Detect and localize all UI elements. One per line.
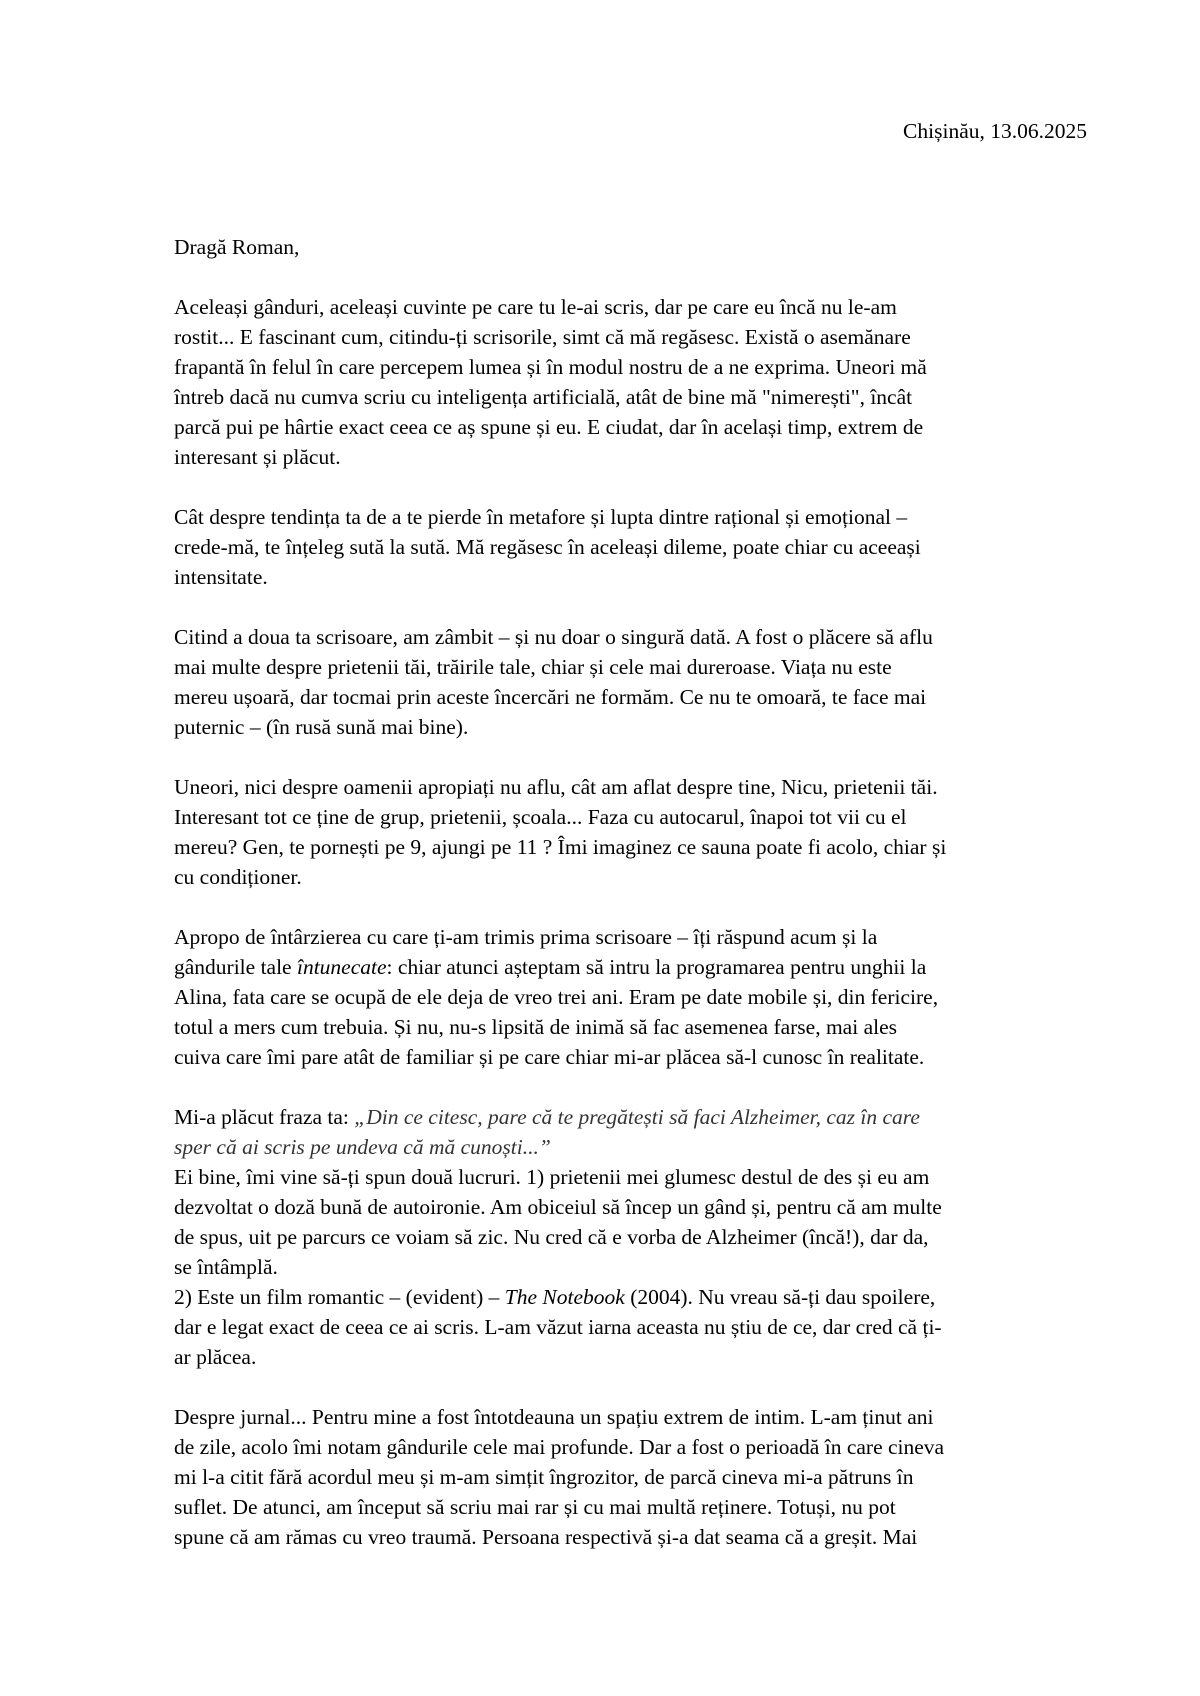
paragraph-5 — [174, 922, 1094, 1072]
text-line: Uneori, nici despre oamenii apropiați nu aflu, cât am aflat despre tine, Nicu, prietenii tăi. — [174, 775, 938, 799]
text-line: Aceleași gânduri, aceleași cuvinte pe care tu le-ai scris, dar pe care eu încă nu le-am — [174, 295, 897, 319]
paragraph-2 — [174, 502, 1094, 592]
text-line: Alina, fata care se ocupă de ele deja de vreo trei ani. Eram pe date mobile și, din fericire, — [174, 985, 939, 1009]
text-line: ar plăcea. — [174, 1345, 257, 1369]
text-line: spune că am rămas cu vreo traumă. Persoana respectivă și-a dat seama că a greșit. Mai — [174, 1525, 918, 1549]
text-line — [174, 1282, 1094, 1312]
text-line: intensitate. — [174, 565, 268, 589]
text-line: mi l-a citit fără acordul meu și m-am simțit îngrozitor, de parcă cineva mi-a pătruns în — [174, 1465, 914, 1489]
text-segment: (2004). Nu vreau să-ți dau spoilere, — [624, 1285, 936, 1309]
text-line: dar e legat exact de ceea ce ai scris. L-am văzut iarna aceasta nu știu de ce, dar cred că ți- — [174, 1315, 942, 1339]
text-line: Despre jurnal... Pentru mine a fost întotdeauna un spațiu extrem de intim. L-am ținut ani — [174, 1405, 934, 1429]
text-line: cu condiționer. — [174, 865, 302, 889]
paragraph-6 — [174, 1102, 1094, 1372]
text-segment: Mi-a plăcut fraza ta: — [174, 1105, 355, 1129]
italic-word: întunecate — [296, 955, 387, 979]
text-line: puternic – (în rusă sună mai bine). — [174, 715, 469, 739]
text-line: mereu? Gen, te pornești pe 9, ajungi pe 11 ? Îmi imaginez ce sauna poate fi acolo, chiar și — [174, 835, 947, 859]
text-line: crede-mă, te înțeleg sută la sută. Mă regăsesc în aceleași dileme, poate chiar cu aceeași — [174, 535, 921, 559]
text-line: parcă pui pe hârtie exact ceea ce aș spune și eu. E ciudat, dar în același timp, extrem de — [174, 415, 924, 439]
quoted-phrase: sper că ai scris pe undeva că mă cunoști...” — [174, 1135, 551, 1159]
text-line: cuiva care îmi pare atât de familiar și pe care chiar mi-ar plăcea să-l cunosc în realitate. — [174, 1045, 925, 1069]
text-segment: gândurile tale — [174, 955, 297, 979]
text-line: se întâmplă. — [174, 1255, 278, 1279]
salutation: Dragă Roman, — [174, 235, 300, 259]
paragraph-7 — [174, 1402, 1094, 1552]
text-line: Interesant tot ce ține de grup, prietenii, școala... Faza cu autocarul, înapoi tot vii cu el — [174, 805, 907, 829]
text-line: dezvoltat o doză bună de autoironie. Am obiceiul să încep un gând și, pentru că am multe — [174, 1195, 942, 1219]
letter-date: Chișinău, 13.06.2025 — [903, 119, 1087, 143]
text-line: Apropo de întârzierea cu care ți-am trimis prima scrisoare – îți răspund acum și la — [174, 925, 878, 949]
text-line: Ei bine, îmi vine să-ți spun două lucruri. 1) prietenii mei glumesc destul de des și eu am — [174, 1165, 930, 1189]
text-line: interesant și plăcut. — [174, 445, 341, 469]
quoted-phrase: „Din ce citesc, pare că te pregătești să faci Alzheimer, caz în care — [354, 1105, 920, 1129]
film-title: The Notebook — [504, 1285, 625, 1309]
text-line: rostit... E fascinant cum, citindu-ți scrisorile, simt că mă regăsesc. Există o asemănare — [174, 325, 911, 349]
paragraph-4 — [174, 772, 1094, 892]
text-line: totul a mers cum trebuia. Și nu, nu-s lipsită de inimă să fac asemenea farse, mai ales — [174, 1015, 898, 1039]
text-line: frapantă în felul în care percepem lumea și în modul nostru de a ne exprima. Uneori mă — [174, 355, 927, 379]
letter-body — [174, 232, 1094, 1552]
text-segment: : chiar atunci așteptam să intru la programarea pentru unghii la — [386, 955, 927, 979]
text-line: Cât despre tendința ta de a te pierde în metafore și lupta dintre rațional și emoțional – — [174, 505, 908, 529]
text-line: mai multe despre prietenii tăi, trăirile tale, chiar și cele mai dureroase. Viața nu este — [174, 655, 892, 679]
text-line — [174, 1102, 1094, 1132]
paragraph-1 — [174, 292, 1094, 472]
text-line: de zile, acolo îmi notam gândurile cele mai profunde. Dar a fost o perioadă în care cineva — [174, 1435, 945, 1459]
text-line: întreb dacă nu cumva scriu cu inteligența artificială, atât de bine mă "nimerești", încât — [174, 385, 913, 409]
paragraph-3 — [174, 622, 1094, 742]
text-line — [174, 952, 1094, 982]
text-line: de spus, uit pe parcurs ce voiam să zic. Nu cred că e vorba de Alzheimer (încă!), dar da, — [174, 1225, 929, 1249]
text-line: suflet. De atunci, am început să scriu mai rar și cu mai multă reținere. Totuși, nu pot — [174, 1495, 896, 1519]
text-line: mereu ușoară, dar tocmai prin aceste încercări ne formăm. Ce nu te omoară, te face mai — [174, 685, 927, 709]
text-segment: 2) Este un film romantic – (evident) – — [174, 1285, 505, 1309]
text-line: Citind a doua ta scrisoare, am zâmbit – și nu doar o singură dată. A fost o plăcere să aflu — [174, 625, 933, 649]
